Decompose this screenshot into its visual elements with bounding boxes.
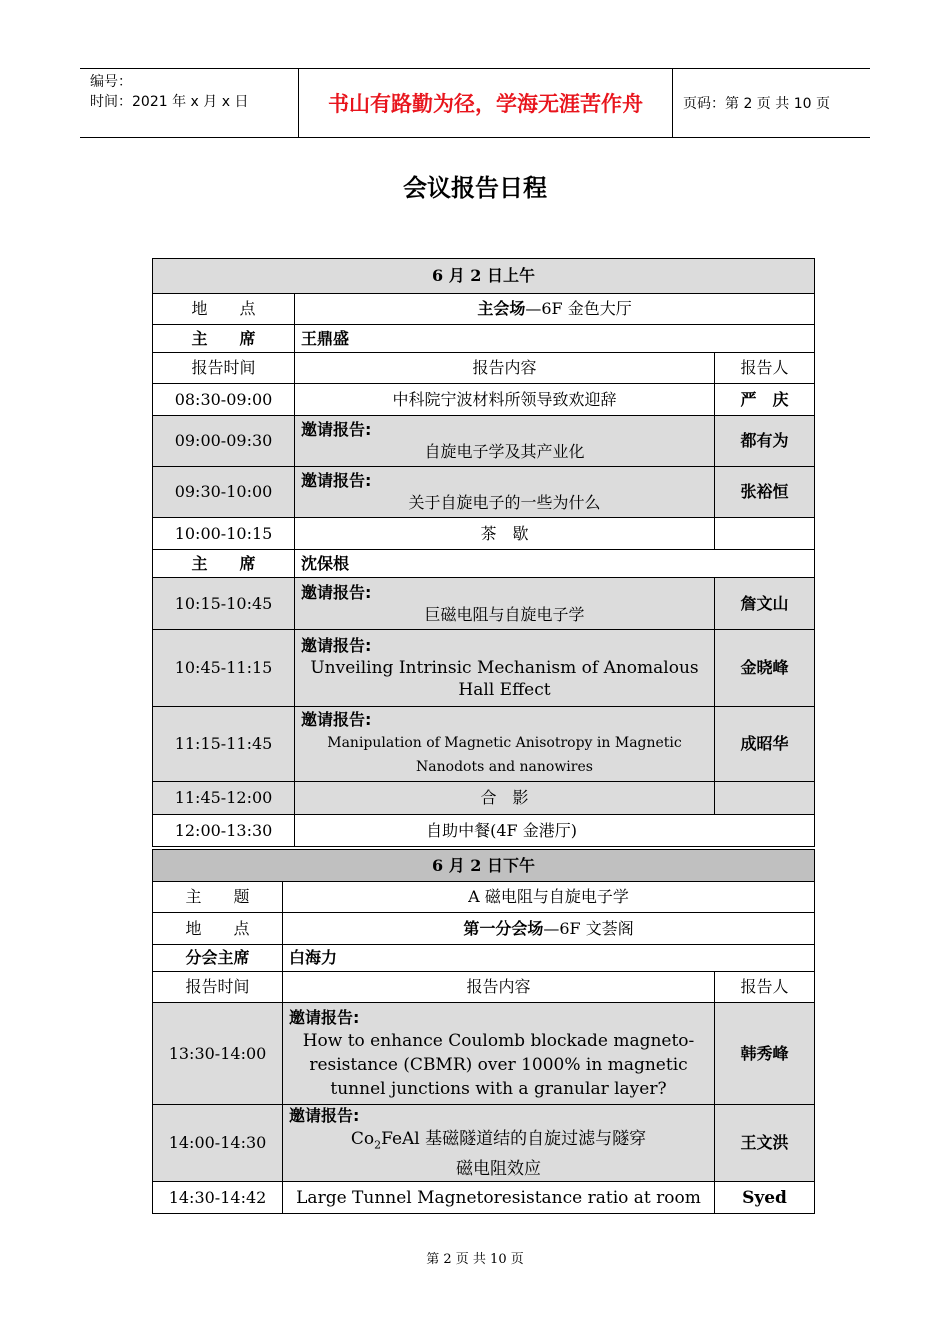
report-time: 10:00-10:15 <box>153 518 295 550</box>
afternoon-heading-row <box>153 850 815 882</box>
chair-label: 主 席 <box>153 325 295 353</box>
report-time: 12:00-13:30 <box>153 815 295 847</box>
table-row <box>153 1182 815 1214</box>
page-title: 会议报告日程 <box>403 174 547 202</box>
col-time-header: 报告时间 <box>153 353 295 384</box>
col-speaker-header: 报告人 <box>715 353 815 384</box>
report-time: 14:00-14:30 <box>153 1105 283 1182</box>
afternoon-topic: A 磁电阻与自旋电子学 <box>283 882 815 913</box>
col-content-header: 报告内容 <box>283 972 715 1003</box>
header-page-info: 页码：第 2 页 共 10 页 <box>683 96 830 112</box>
afternoon-topic-row <box>153 882 815 913</box>
report-content: 邀请报告: How to enhance Coulomb blockade magneto-resistance (CBMR) over 1000% in magnetic tunnel junctions with a granular layer? <box>283 1003 715 1105</box>
report-time: 09:30-10:00 <box>153 467 295 518</box>
report-time: 09:00-09:30 <box>153 416 295 467</box>
report-speaker: 詹文山 <box>715 578 815 630</box>
chair-name: 沈保根 <box>295 550 815 578</box>
report-speaker: 韩秀峰 <box>715 1003 815 1105</box>
report-speaker: Syed <box>715 1182 815 1214</box>
table-row <box>153 1105 815 1182</box>
chair-name: 王鼎盛 <box>295 325 815 353</box>
report-speaker: 王文洪 <box>715 1105 815 1182</box>
report-content: 自助中餐(4F 金港厅) <box>295 815 815 847</box>
report-speaker <box>715 782 815 815</box>
morning-schedule-table <box>152 258 815 847</box>
report-time: 14:30-14:42 <box>153 1182 283 1214</box>
report-content: Large Tunnel Magnetoresistance ratio at room <box>283 1182 715 1214</box>
report-content: 中科院宁波材料所领导致欢迎辞 <box>295 384 715 416</box>
header-motto: 书山有路勤为径，学海无涯苦作舟 <box>299 69 673 137</box>
table-row <box>153 467 815 518</box>
table-row <box>153 384 815 416</box>
report-content: 合 影 <box>295 782 715 815</box>
table-row <box>153 578 815 630</box>
report-content: 邀请报告: Manipulation of Magnetic Anisotropy in Magnetic Nanodots and nanowires <box>295 707 715 782</box>
report-time: 08:30-09:00 <box>153 384 295 416</box>
afternoon-heading: 6 月 2 日下午 <box>153 850 815 882</box>
report-speaker: 成昭华 <box>715 707 815 782</box>
morning-place-row <box>153 294 815 325</box>
chair-label: 主 席 <box>153 550 295 578</box>
report-content: 邀请报告: 关于自旋电子的一些为什么 <box>295 467 715 518</box>
place-label: 地 点 <box>153 294 295 325</box>
chair-label: 分会主席 <box>153 945 283 972</box>
morning-heading-row <box>153 259 815 294</box>
report-time: 10:15-10:45 <box>153 578 295 630</box>
chair-name: 白海力 <box>283 945 815 972</box>
report-speaker: 张裕恒 <box>715 467 815 518</box>
col-time-header: 报告时间 <box>153 972 283 1003</box>
report-time: 13:30-14:00 <box>153 1003 283 1105</box>
table-row <box>153 815 815 847</box>
afternoon-place-row <box>153 913 815 945</box>
report-content: 邀请报告: Unveiling Intrinsic Mechanism of Anomalous Hall Effect <box>295 630 715 707</box>
afternoon-schedule-table <box>152 849 815 1214</box>
morning-chair-row <box>153 325 815 353</box>
report-speaker: 严 庆 <box>715 384 815 416</box>
report-content: 邀请报告: 巨磁电阻与自旋电子学 <box>295 578 715 630</box>
place-label: 地 点 <box>153 913 283 945</box>
report-time: 11:15-11:45 <box>153 707 295 782</box>
afternoon-place: 第一分会场—6F 文荟阁 <box>283 913 815 945</box>
afternoon-chair-row <box>153 945 815 972</box>
table-row <box>153 416 815 467</box>
col-speaker-header: 报告人 <box>715 972 815 1003</box>
topic-label: 主 题 <box>153 882 283 913</box>
table-row <box>153 1003 815 1105</box>
report-time: 11:45-12:00 <box>153 782 295 815</box>
table-row <box>153 707 815 782</box>
morning-col-header-row <box>153 353 815 384</box>
morning-place: 主会场—6F 金色大厅 <box>295 294 815 325</box>
number-label: 编号： <box>90 74 132 90</box>
afternoon-col-header-row <box>153 972 815 1003</box>
page-header <box>80 68 870 138</box>
report-content: 茶 歇 <box>295 518 715 550</box>
table-row <box>153 782 815 815</box>
report-content: 邀请报告: 自旋电子学及其产业化 <box>295 416 715 467</box>
report-time: 10:45-11:15 <box>153 630 295 707</box>
time-label: 时间：2021 年 x 月 x 日 <box>90 94 249 110</box>
table-row <box>153 630 815 707</box>
report-speaker: 都有为 <box>715 416 815 467</box>
report-speaker <box>715 518 815 550</box>
report-speaker: 金晓峰 <box>715 630 815 707</box>
page-footer: 第 2 页 共 10 页 <box>426 1252 524 1267</box>
table-row <box>153 518 815 550</box>
morning-chair-row <box>153 550 815 578</box>
header-meta <box>80 69 299 137</box>
morning-heading: 6 月 2 日上午 <box>153 259 815 294</box>
col-content-header: 报告内容 <box>295 353 715 384</box>
report-content: 邀请报告: $Co_2FeAl$ 基磁隧道结的自旋过滤与隧穿 磁电阻效应 <box>283 1105 715 1182</box>
